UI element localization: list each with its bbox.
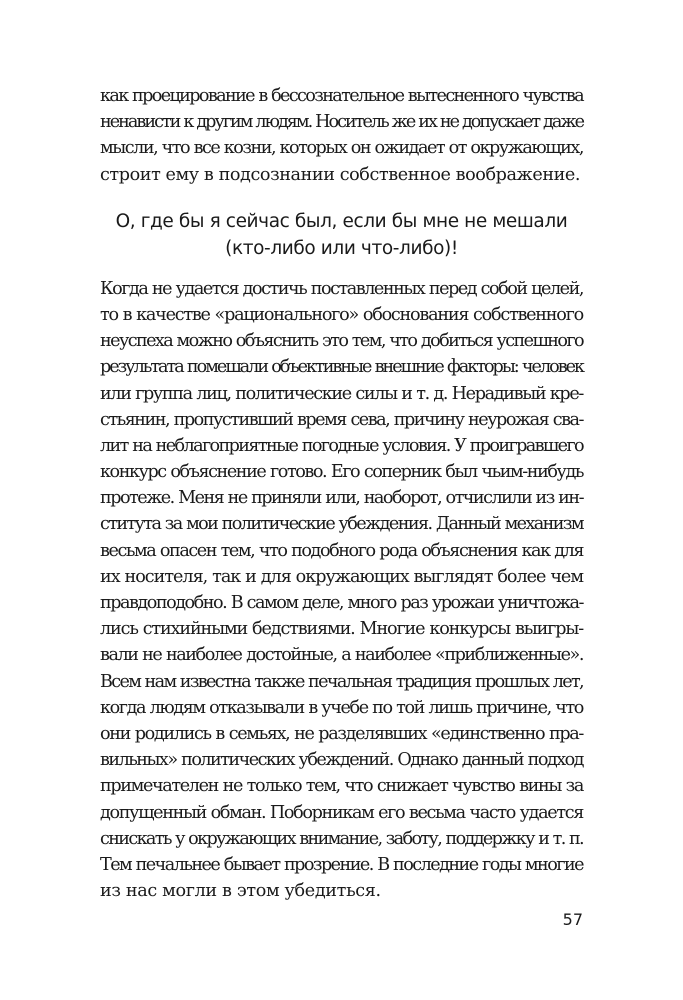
text-line: лит на неблагоприятные погодные условия. У проигравшего: [100, 435, 583, 456]
text-line: правдоподобно. В самом деле, много раз урожаи уничтожа-: [100, 593, 583, 613]
heading-line: О, где бы я сейчас был, если бы мне не мешали: [115, 210, 568, 232]
text-line: мысли, что все козни, которых он ожидает от окружающих,: [100, 138, 583, 159]
text-line: Тем печальнее бывает прозрение. В последние годы многие: [100, 854, 583, 875]
text-line: неуспеха можно объяснить это тем, что добиться успешного: [100, 331, 583, 352]
text-line: ститута за мои политические убеждения. Данный механизм: [100, 514, 583, 535]
text-line: вали не наиболее достойные, а наиболее «приближенные».: [100, 645, 583, 666]
text-line: когда людям отказывали в учебе по той лишь причине, что: [100, 697, 583, 718]
text-line: лись стихийными бедствиями. Многие конкурсы выигры-: [100, 619, 583, 640]
text-line: строит ему в подсознании собственное воображение.: [100, 164, 581, 185]
text-line: конкурс объяснение готово. Его соперник был чьим-нибудь: [100, 462, 583, 483]
text-line: протеже. Меня не приняли или, наоборот, отчислили из ин-: [100, 488, 583, 509]
text-line: Когда не удается достичь поставленных перед собой целей,: [100, 278, 583, 299]
text-line: ненависти к другим людям. Носитель же их не допускает даже: [100, 112, 583, 133]
text-line: примечателен не только тем, что снижает чувство вины за: [100, 776, 583, 797]
page-content: [100, 83, 583, 904]
page-number: 57: [562, 910, 583, 929]
text-line: или группа лиц, политические силы и т. д. Нерадивый кре-: [100, 383, 583, 404]
text-line: снискать у окружающих внимание, заботу, поддержку и т. п.: [100, 828, 583, 849]
text-line: допущенный обман. Поборникам его весьма часто удается: [100, 802, 583, 823]
section-heading: [100, 208, 583, 262]
text-line: Всем нам известна также печальная традиция прошлых лет,: [100, 671, 583, 692]
text-line: вильных» политических убеждений. Однако данный подход: [100, 750, 583, 771]
body-paragraph: [100, 276, 583, 905]
text-line: то в качестве «рационального» обоснования собственного: [100, 304, 583, 325]
text-line: они родились в семьях, не разделявших «единственно пра-: [100, 723, 583, 744]
continued-paragraph: [100, 83, 583, 188]
heading-line: (кто-либо или что-либо)!: [225, 237, 458, 259]
text-line: стьянин, пропустивший время сева, причину неурожая сва-: [100, 409, 583, 430]
text-line: их носителя, так и для окружающих выглядят более чем: [100, 566, 583, 587]
text-line: из нас могли в этом убедиться.: [100, 881, 381, 902]
text-line: результата помешали объективные внешние факторы: человек: [100, 357, 583, 378]
text-line: как проецирование в бессознательное вытесненного чувства: [100, 86, 583, 106]
text-line: весьма опасен тем, что подобного рода объяснения как для: [100, 540, 583, 561]
